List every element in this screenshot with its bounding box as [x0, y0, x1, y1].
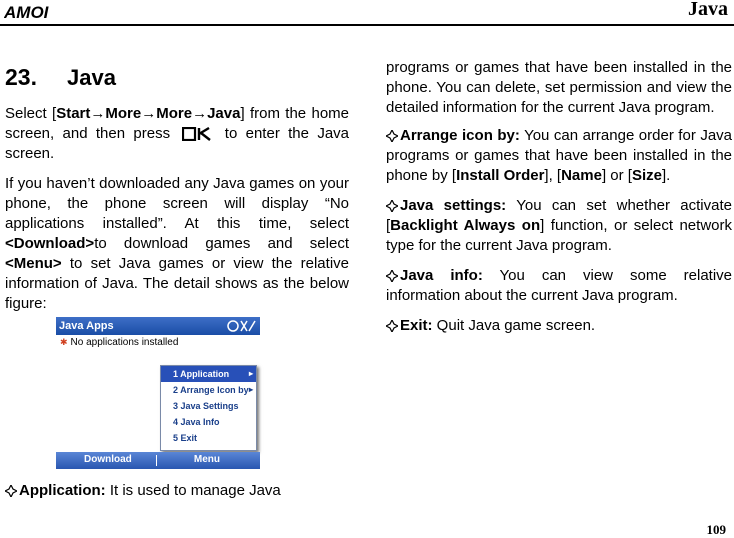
bullet-arrange-icon: Arrange icon by: You can arrange order for Java programs or games that have been installed in the phone by [Install Order], [Name] or [Size].	[386, 127, 733, 184]
sparkle-icon: ✱	[60, 337, 68, 347]
submenu-arrow-icon: ▸	[248, 369, 253, 378]
screenshot-titlebar	[56, 317, 260, 335]
no-apps-message: ✱ No applications installed	[60, 337, 179, 348]
page-number: 109	[706, 522, 726, 537]
screenshot-title: Java Apps	[59, 320, 114, 332]
diamond-bullet-icon	[386, 200, 398, 212]
menu-item-application[interactable]: 1 Application ▸	[161, 366, 256, 382]
menu-item-arrange-icon-by[interactable]: 2 Arrange Icon by ▸	[161, 382, 256, 398]
softkey-divider	[156, 455, 157, 466]
menu-item-exit[interactable]: 5 Exit	[173, 433, 198, 443]
bullet-exit: Exit: Quit Java game screen.	[386, 316, 732, 336]
softkey-menu[interactable]: Menu	[193, 454, 220, 465]
right-column	[386, 58, 732, 336]
menu-item-java-settings[interactable]: 3 Java Settings	[173, 401, 239, 411]
left-column	[5, 104, 349, 314]
context-menu	[160, 365, 257, 451]
diamond-bullet-icon	[386, 320, 398, 332]
header-section-title: Java	[688, 0, 728, 20]
header-rule	[0, 24, 734, 26]
submenu-arrow-icon: ▸	[248, 385, 253, 394]
section-number: 23.	[5, 64, 37, 90]
ok-key-icon	[182, 127, 212, 141]
bullet-java-settings: Java settings: You can set whether activate [Backlight Always on] function, or select network type for the current Java program.	[386, 197, 732, 254]
diamond-bullet-icon	[386, 270, 398, 282]
java-apps-screenshot	[56, 317, 260, 469]
status-icons	[227, 319, 257, 333]
diamond-bullet-icon	[386, 130, 398, 142]
menu-item-java-info[interactable]: 4 Java Info	[173, 417, 220, 427]
softkey-download[interactable]: Download	[84, 454, 132, 465]
svg-text:AMOI: AMOI	[4, 3, 49, 22]
paragraph-application-cont: programs or games that have been installed in the phone. You can delete, set permission and view the detailed information for the current Java program.	[386, 59, 732, 116]
bullet-application: Application: It is used to manage Java	[5, 481, 349, 501]
bullet-java-info: Java info: You can view some relative information about the current Java program.	[386, 267, 732, 304]
softkey-bar	[56, 452, 260, 469]
paragraph-no-apps: If you haven’t downloaded any Java games on your phone, the phone screen will display “No applications installed”. At this time, select <Download>to download games and select <Menu> to set Java games or view the relative information of Java. The detail shows as the below figure:	[5, 175, 349, 312]
amoi-logo	[4, 2, 72, 22]
paragraph-select-java: Select [Start→More→More→Java] from the home screen, and then press to enter the Java screen.	[5, 105, 350, 162]
diamond-bullet-icon	[5, 485, 17, 497]
section-heading	[5, 64, 116, 91]
section-title: Java	[67, 65, 116, 90]
